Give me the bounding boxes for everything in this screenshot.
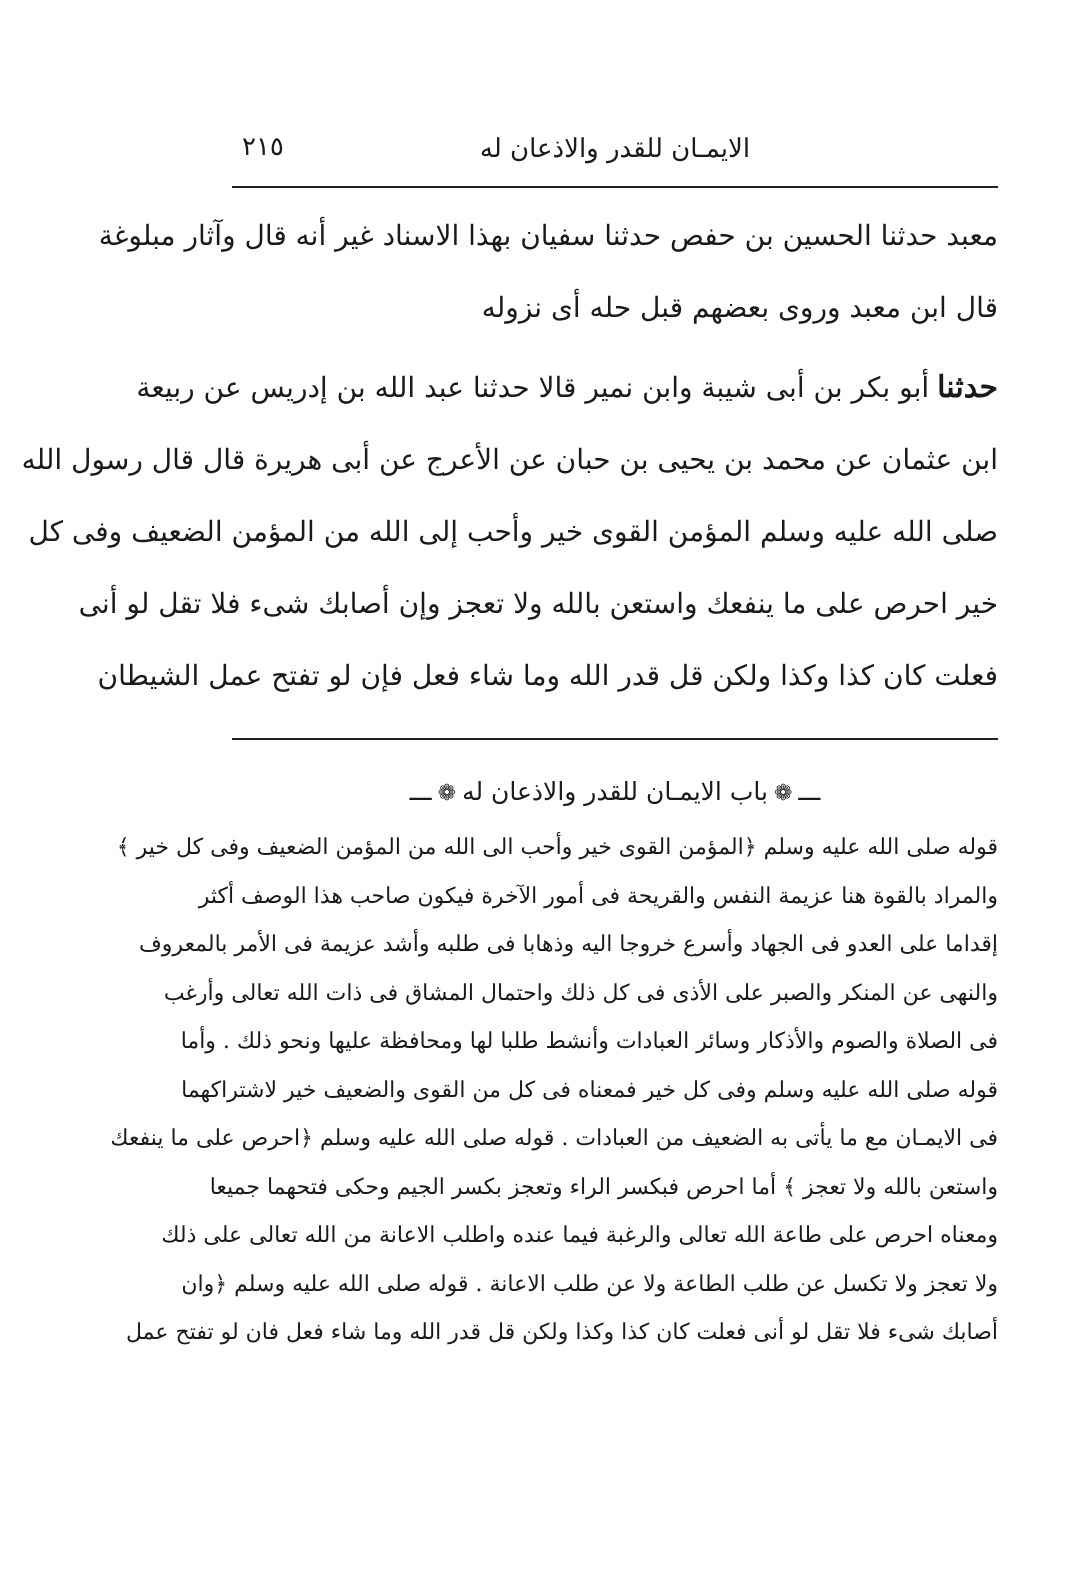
commentary-line: والمراد بالقوة هنا عزيمة النفس والقريحة فى أمور الآخرة فيكون صاحب هذا الوصف أكثر — [198, 883, 998, 909]
commentary-line: فى الايمـان مع ما يأتى به الضعيف من العبادات . قوله صلى الله عليه وسلم ﴿احرص على ما ينفعك — [110, 1126, 998, 1151]
commentary-line: أصابك شىء فلا تقل لو أنى فعلت كان كذا وكذا ولكن قل قدر الله وما شاء فعل فان لو تفتح عمل — [126, 1320, 998, 1345]
commentary-line: قوله صلى الله عليه وسلم ﴿المؤمن القوى خير وأحب الى الله من المؤمن الضعيف وفى كل خير ﴾ — [116, 835, 998, 860]
hadith-lead-word: حدثنا — [937, 370, 998, 405]
commentary-line: إقداما على العدو فى الجهاد وأسرع خروجا اليه وذهابا فى طلبه وأشد عزيمة فى الأمر بالمعروف — [139, 932, 998, 957]
chapter-title: باب الايمـان للقدر والاذعان له — [462, 777, 768, 806]
hadith-line: صلى الله عليه وسلم المؤمن القوى خير وأحب إلى الله من المؤمن الضعيف وفى كل — [28, 515, 998, 548]
hadith-line-text: أبو بكر بن أبى شيبة وابن نمير قالا حدثنا عبد الله بن إدريس عن ربيعة — [136, 371, 930, 404]
page-number: ٢١٥ — [242, 132, 284, 162]
heading-dash: ـــ — [409, 777, 432, 806]
ornament-icon: ❁ — [437, 781, 457, 806]
commentary-line: قوله صلى الله عليه وسلم وفى كل خير فمعناه فى كل من القوى والضعيف خير لاشتراكهما — [181, 1077, 998, 1103]
commentary-line: فى الصلاة والصوم والأذكار وسائر العبادات وأنشط طلبا لها ومحافظة عليها ونحو ذلك . وأما — [180, 1029, 998, 1054]
hadith-line-with-lead — [136, 352, 998, 424]
commentary-line: ولا تعجز ولا تكسل عن طلب الطاعة ولا عن طلب الاعانة . قوله صلى الله عليه وسلم ﴿وان — [181, 1271, 998, 1297]
hadith-text — [21, 200, 998, 712]
hadith-line: معبد حدثنا الحسين بن حفص حدثنا سفيان بهذا الاسناد غير أنه قال وآثار مبلوغة — [98, 219, 998, 252]
commentary-line: ومعناه احرص على طاعة الله تعالى والرغبة فيما عنده واطلب الاعانة من الله تعالى على ذلك — [161, 1223, 998, 1248]
heading-dash: ـــ — [798, 777, 821, 806]
ornament-icon: ❁ — [773, 781, 793, 806]
commentary-line: واستعن بالله ولا تعجز ﴾ أما احرص فبكسر الراء وتعجز بكسر الجيم وحكى فتحهما جميعا — [209, 1174, 998, 1200]
hadith-line: قال ابن معبد وروى بعضهم قبل حله أى نزوله — [481, 291, 998, 324]
commentary-section — [110, 760, 998, 1358]
hadith-line: خير احرص على ما ينفعك واستعن بالله ولا تعجز وإن أصابك شىء فلا تقل لو أنى — [78, 587, 998, 620]
running-title: الايمـان للقدر والاذعان له — [479, 134, 751, 164]
commentary-line: والنهى عن المنكر والصبر على الأذى فى كل ذلك واحتمال المشاق فى ذات الله تعالى وأرغب — [163, 980, 998, 1006]
chapter-heading — [232, 760, 998, 824]
section-rule — [232, 738, 998, 740]
header-rule — [232, 186, 998, 188]
hadith-line: فعلت كان كذا وكذا ولكن قل قدر الله وما شاء فعل فإن لو تفتح عمل الشيطان — [97, 659, 998, 692]
page-header — [232, 128, 998, 176]
hadith-line: ابن عثمان عن محمد بن يحيى بن حبان عن الأعرج عن أبى هريرة قال قال رسول الله — [21, 443, 998, 476]
